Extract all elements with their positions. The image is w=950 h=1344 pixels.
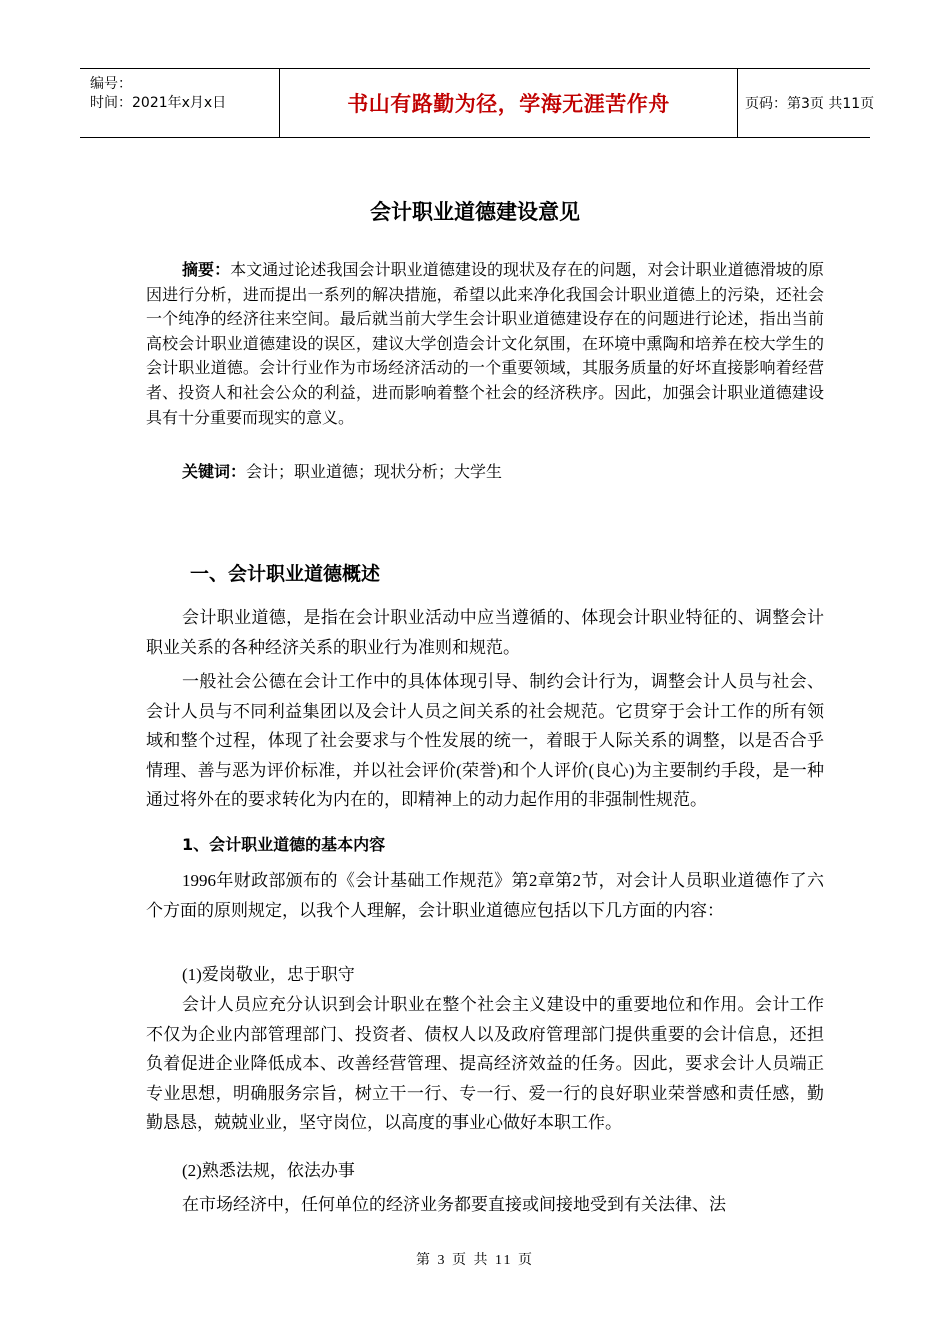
abstract-block [146,258,824,430]
document-title: 会计职业道德建设意见 [370,200,580,224]
paragraph-dedication [146,990,824,1138]
paragraph-law [146,1190,824,1220]
paragraph-regulation [146,866,824,925]
abstract-text: 本文通过论述我国会计职业道德建设的现状及存在的问题，对会计职业道德滑坡的原因进行分析，进而提出一系列的解决措施，希望以此来净化我国会计职业道德上的污染，还社会一个纯净的经济往来空间。最后就当前大学生会计职业道德建设存在的问题进行论述，指出当前高校会计职业道德建设的误区，建议大学创造会计文化氛围，在环境中熏陶和培养在校大学生的会计职业道德。会计行业作为市场经济活动的一个重要领域，其服务质量的好坏直接影响着经营者、投资人和社会公众的利益，进而影响着整个社会的经济秩序。因此，加强会计职业道德建设具有十分重要而现实的意义。 [146,260,824,427]
paragraph-text: 会计职业道德，是指在会计职业活动中应当遵循的、体现会计职业特征的、调整会计职业关系的各种经济关系的职业行为准则和规范。 [146,608,824,657]
section-heading: 一、会计职业道德概述 [190,563,381,585]
list-item-2: (2)熟悉法规，依法办事 [182,1161,355,1180]
keywords-line [182,459,502,482]
paragraph-social-morality [146,667,824,815]
header-motto: 书山有路勤为径，学海无涯苦作舟 [347,92,670,116]
document-number-label: 编号： [90,76,132,92]
page-footer: 第 3 页 共 11 页 [416,1253,534,1268]
document-time-label: 时间：2021年x月x日 [90,95,227,111]
paragraph-text: 在市场经济中，任何单位的经济业务都要直接或间接地受到有关法律、法 [182,1195,726,1214]
sub-heading: 1、会计职业道德的基本内容 [182,835,386,854]
paragraph-text: 1996年财政部颁布的《会计基础工作规范》第2章第2节，对会计人员职业道德作了六个方面的原则规定，以我个人理解，会计职业道德应包括以下几方面的内容： [146,871,824,920]
paragraph-text: 一般社会公德在会计工作中的具体体现引导、制约会计行为，调整会计人员与社会、会计人员与不同利益集团以及会计人员之间关系的社会规范。它贯穿于会计工作的所有领域和整个过程，体现了社会要求与个性发展的统一，着眼于人际关系的调整，以是否合乎情理、善与恶为评价标准，并以社会评价(荣誉)和个人评价(良心)为主要制约手段，是一种通过将外在的要求转化为内在的，即精神上的动力起作用的非强制性规范。 [146,672,824,809]
paragraph-text: 会计人员应充分认识到会计职业在整个社会主义建设中的重要地位和作用。会计工作不仅为企业内部管理部门、投资者、债权人以及政府管理部门提供重要的会计信息，还担负着促进企业降低成本、改善经营管理、提高经济效益的任务。因此，要求会计人员端正专业思想，明确服务宗旨，树立干一行、专一行、爱一行的良好职业荣誉感和责任感，勤勤恳恳，兢兢业业，坚守岗位，以高度的事业心做好本职工作。 [146,995,824,1132]
header-page-info: 页码：第3页 共11页 [745,96,875,112]
page-header [80,68,875,138]
header-meta-cell [80,69,278,137]
header-page-cell [737,69,875,137]
header-motto-cell [279,69,738,137]
keywords-text: 会计；职业道德；现状分析；大学生 [246,462,503,481]
paragraph-definition [146,603,824,662]
abstract-label: 摘要： [182,260,231,279]
keywords-label: 关键词： [182,462,247,481]
list-item-1: (1)爱岗敬业，忠于职守 [182,965,355,984]
